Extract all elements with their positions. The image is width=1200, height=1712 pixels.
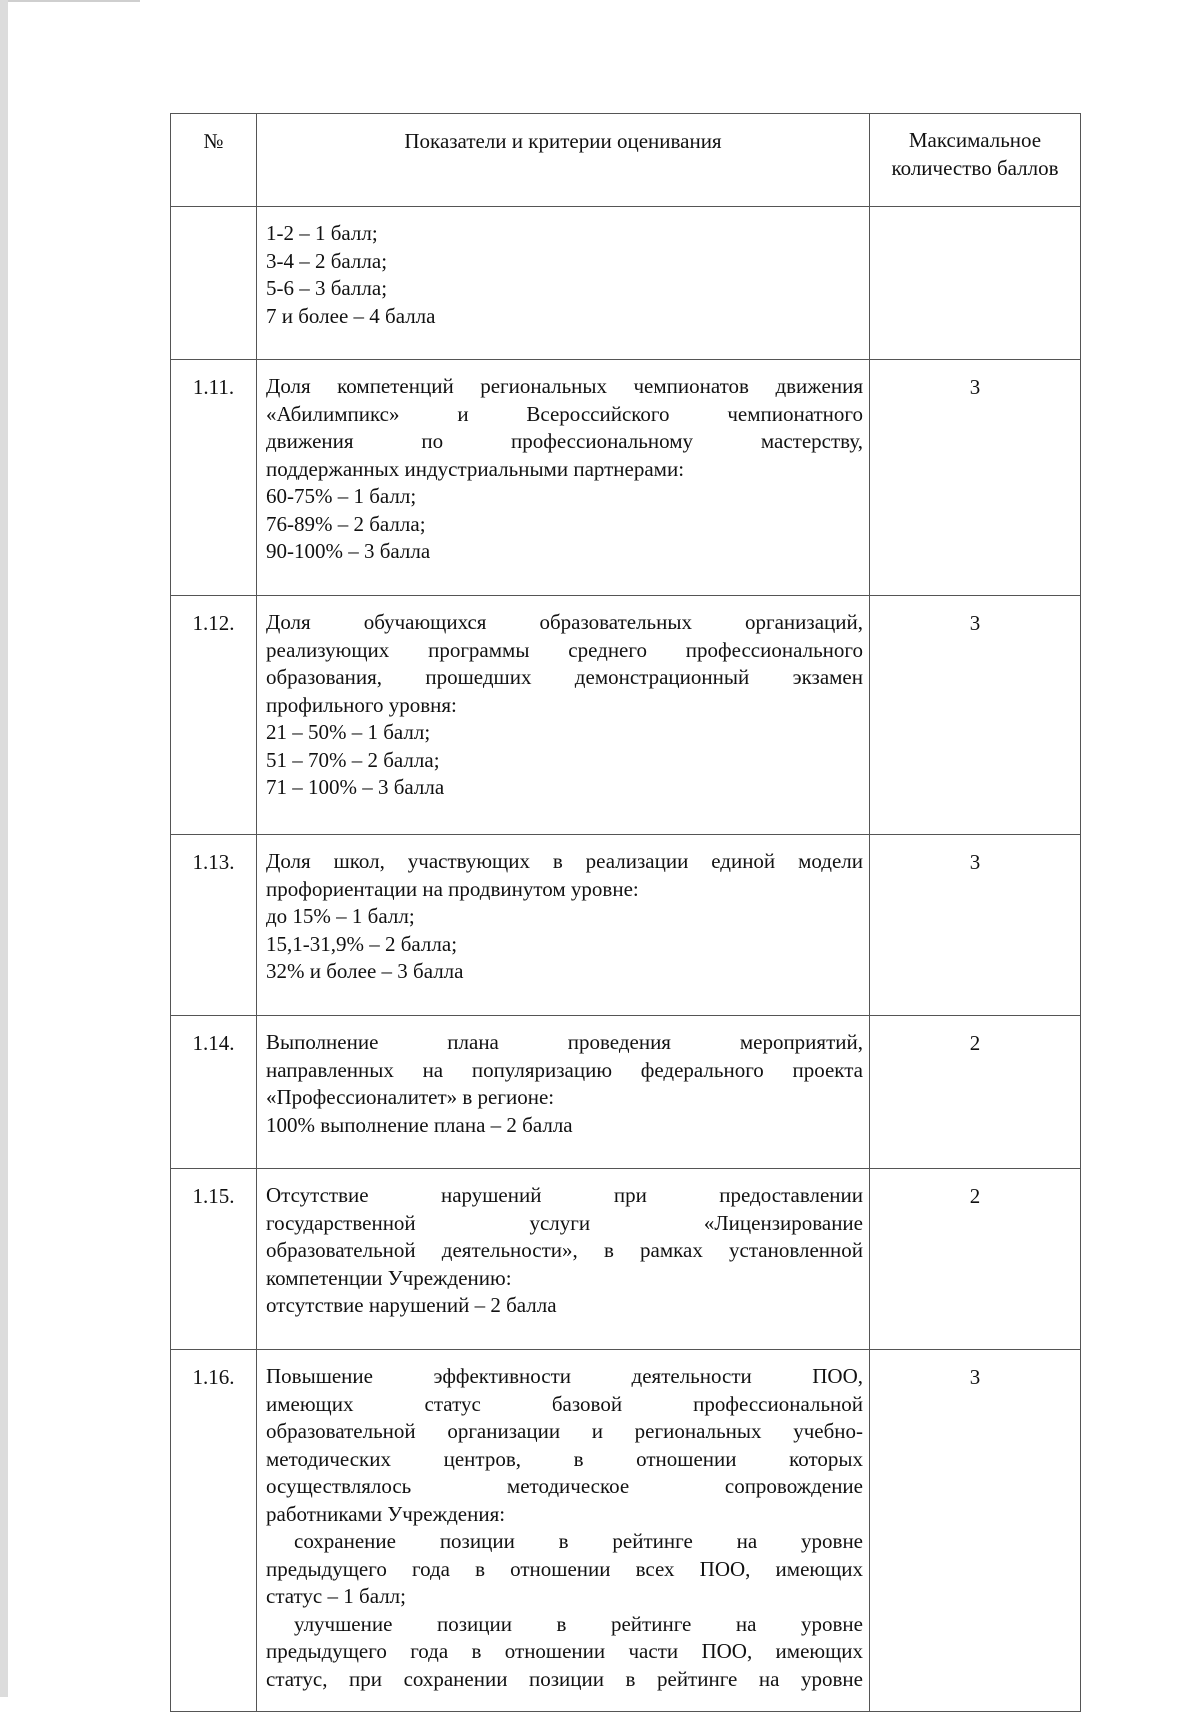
criteria-line: государственной услуги «Лицензирование bbox=[266, 1210, 863, 1235]
criteria-line: Отсутствие нарушений при предоставлении bbox=[266, 1183, 863, 1207]
criteria-line: образовательной деятельности», в рамках установленной bbox=[266, 1238, 863, 1262]
row-max-points: 3 bbox=[870, 596, 1081, 835]
criteria-line: 100% выполнение плана – 2 балла bbox=[266, 1112, 573, 1137]
criteria-line: 3-4 – 2 балла; bbox=[266, 248, 388, 273]
row-num: 1.15. bbox=[171, 1169, 257, 1350]
row-criteria bbox=[257, 1350, 870, 1712]
criteria-line: предыдущего года в отношении всех ПОО, имеющих bbox=[266, 1556, 863, 1581]
row-num: 1.12. bbox=[171, 596, 257, 835]
criteria-line: работниками Учреждения: bbox=[266, 1501, 506, 1526]
criteria-line: движения по профессиональному мастерству, bbox=[266, 429, 863, 453]
table-row bbox=[171, 1350, 1081, 1712]
criteria-line: предыдущего года в отношении части ПОО, имеющих bbox=[266, 1639, 863, 1663]
row-criteria bbox=[257, 1169, 870, 1350]
row-criteria bbox=[257, 1016, 870, 1169]
table-row bbox=[171, 1169, 1081, 1350]
criteria-line: 90-100% – 3 балла bbox=[266, 539, 431, 563]
criteria-line: Доля компетенций региональных чемпионатов движения bbox=[266, 374, 863, 398]
row-num: 1.16. bbox=[171, 1350, 257, 1712]
scan-top-mark bbox=[8, 0, 140, 2]
row-criteria bbox=[257, 596, 870, 835]
criteria-line: 32% и более – 3 балла bbox=[266, 959, 464, 983]
criteria-line: образовательной организации и региональных учебно- bbox=[266, 1419, 863, 1443]
criteria-line: статус – 1 балл; bbox=[266, 1584, 406, 1608]
criteria-line: Выполнение плана проведения мероприятий, bbox=[266, 1030, 863, 1054]
criteria-line: направленных на популяризацию федерального проекта bbox=[266, 1057, 863, 1082]
row-num: 1.14. bbox=[171, 1016, 257, 1169]
row-num: 1.13. bbox=[171, 835, 257, 1016]
table-row bbox=[171, 360, 1081, 596]
criteria-line: методических центров, в отношении которых bbox=[266, 1446, 863, 1471]
row-criteria bbox=[257, 360, 870, 596]
criteria-line: Доля школ, участвующих в реализации единой модели bbox=[266, 849, 863, 873]
row-max-points: 3 bbox=[870, 360, 1081, 596]
criteria-line: улучшение позиции в рейтинге на уровне bbox=[294, 1611, 863, 1636]
table-row bbox=[171, 835, 1081, 1016]
criteria-line: образования, прошедших демонстрационный экзамен bbox=[266, 665, 863, 689]
criteria-line: Доля обучающихся образовательных организаций, bbox=[266, 610, 863, 634]
row-num bbox=[171, 207, 257, 360]
criteria-line: статус, при сохранении позиции в рейтинге на уровне bbox=[266, 1666, 863, 1691]
table-row bbox=[171, 207, 1081, 360]
row-max-points: 3 bbox=[870, 835, 1081, 1016]
row-num: 1.11. bbox=[171, 360, 257, 596]
criteria-line: осуществлялось методическое сопровождение bbox=[266, 1474, 863, 1498]
criteria-line: 7 и более – 4 балла bbox=[266, 303, 436, 328]
criteria-line: Повышение эффективности деятельности ПОО, bbox=[266, 1364, 863, 1388]
criteria-line: 51 – 70% – 2 балла; bbox=[266, 747, 440, 772]
criteria-line: имеющих статус базовой профессиональной bbox=[266, 1391, 863, 1416]
row-max-points: 3 bbox=[870, 1350, 1081, 1712]
row-criteria bbox=[257, 207, 870, 360]
row-max-points: 2 bbox=[870, 1016, 1081, 1169]
table-row bbox=[171, 1016, 1081, 1169]
criteria-line: профильного уровня: bbox=[266, 692, 457, 717]
criteria-line: 76-89% – 2 балла; bbox=[266, 511, 426, 536]
criteria-table bbox=[170, 113, 1081, 1712]
row-max-points: 2 bbox=[870, 1169, 1081, 1350]
criteria-line: «Абилимпикс» и Всероссийского чемпионатного bbox=[266, 401, 863, 426]
row-max-points bbox=[870, 207, 1081, 360]
criteria-line: 15,1-31,9% – 2 балла; bbox=[266, 931, 458, 956]
header-max-points bbox=[870, 114, 1081, 207]
criteria-line: до 15% – 1 балл; bbox=[266, 904, 415, 928]
row-criteria bbox=[257, 835, 870, 1016]
table-header-row bbox=[171, 114, 1081, 207]
criteria-line: реализующих программы среднего профессионального bbox=[266, 637, 863, 662]
header-num: № bbox=[171, 114, 257, 207]
criteria-line: 5-6 – 3 балла; bbox=[266, 276, 388, 300]
criteria-line: сохранение позиции в рейтинге на уровне bbox=[294, 1529, 863, 1553]
scan-left-edge bbox=[0, 0, 8, 1697]
criteria-line: 21 – 50% – 1 балл; bbox=[266, 720, 431, 744]
criteria-line: «Профессионалитет» в регионе: bbox=[266, 1085, 555, 1109]
criteria-line: отсутствие нарушений – 2 балла bbox=[266, 1293, 557, 1317]
criteria-line: 60-75% – 1 балл; bbox=[266, 484, 417, 508]
criteria-line: профориентации на продвинутом уровне: bbox=[266, 876, 639, 901]
header-criteria: Показатели и критерии оценивания bbox=[257, 114, 870, 207]
header-max-line1: Максимальное bbox=[908, 128, 1042, 152]
header-max-line2: количество баллов bbox=[891, 156, 1059, 180]
criteria-line: компетенции Учреждению: bbox=[266, 1265, 512, 1290]
criteria-line: поддержанных индустриальными партнерами: bbox=[266, 456, 685, 481]
criteria-line: 1-2 – 1 балл; bbox=[266, 221, 378, 245]
table-row bbox=[171, 596, 1081, 835]
criteria-line: 71 – 100% – 3 балла bbox=[266, 775, 445, 799]
